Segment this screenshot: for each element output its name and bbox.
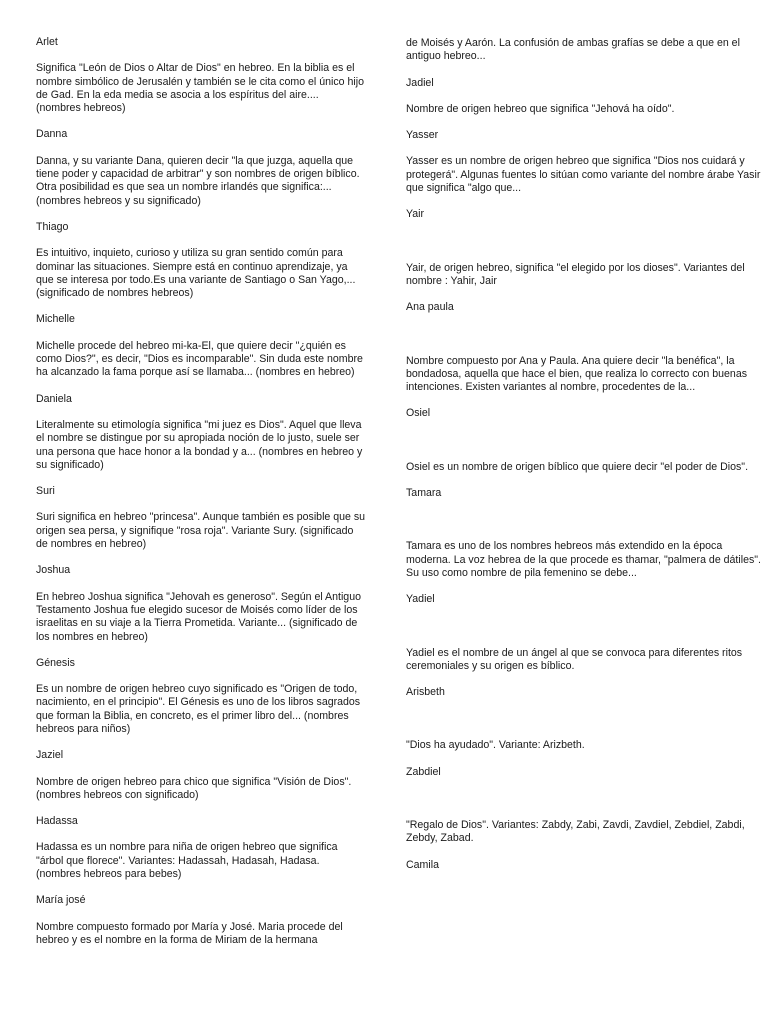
name-entry bbox=[36, 128, 366, 207]
entry-description: Yair, de origen hebreo, significa "el elegido por los dioses". Variantes del nombre : Yahir, Jair bbox=[406, 261, 745, 287]
entry-description: Suri significa en hebreo "princesa". Aunque también es posible que su origen sea persa, y signifique "rosa roja". Variante Sury. (significado de nombres en hebreo) bbox=[36, 511, 366, 551]
entry-name: Jadiel bbox=[406, 76, 434, 89]
entry-name: Thiago bbox=[36, 220, 69, 233]
entry-description: En hebreo Joshua significa "Jehovah es generoso". Según el Antiguo Testamento Joshua fue elegido sucesor de Moisés como líder de los israelitas en su viaje a la Tierra Prometida. Variante... (significado de los nombres en hebreo) bbox=[36, 590, 361, 643]
name-entry bbox=[36, 657, 366, 736]
entry-description: Nombre de origen hebreo que significa "Jehová ha oído". bbox=[406, 102, 675, 115]
name-entry bbox=[36, 221, 366, 300]
entry-description: Hadassa es un nombre para niña de origen hebreo que significa "árbol que florece". Variantes: Hadassah, Hadasah, Hadasa. (nombres hebreos para bebes) bbox=[36, 841, 338, 881]
entry-name: Yadiel bbox=[406, 593, 435, 606]
entry-name: Tamara bbox=[406, 487, 442, 500]
entry-description: Es un nombre de origen hebreo cuyo significado es "Origen de todo, nacimiento, en el principio". El Génesis es uno de los libros sagrados que forman la Biblia, en concreto, es el primer libro del... (nombres hebreos para niños) bbox=[36, 683, 361, 735]
entry-description: Danna, y su variante Dana, quieren decir "la que juzga, aquella que tiene poder y capacidad de arbitrar" y son nombres de origen bíblico. Otra posibilidad es que sea un nombre irlandés que significa:... (nombres hebreos y su significado) bbox=[36, 154, 360, 207]
name-entry bbox=[406, 766, 764, 846]
name-entry bbox=[36, 894, 366, 947]
name-entry bbox=[406, 487, 764, 580]
entry-name: Génesis bbox=[36, 656, 75, 669]
entry-description: Nombre de origen hebreo para chico que significa "Visión de Dios". (nombres hebreos con significado) bbox=[36, 775, 352, 801]
entry-name: Osiel bbox=[406, 407, 431, 420]
name-entry bbox=[36, 393, 366, 472]
name-entry bbox=[406, 407, 764, 474]
entry-name: Yair bbox=[406, 208, 425, 221]
entry-name: Hadassa bbox=[36, 815, 78, 828]
name-entry bbox=[406, 208, 764, 288]
entry-name: Daniela bbox=[36, 392, 72, 405]
name-entry bbox=[36, 815, 366, 881]
entry-description: Tamara es uno de los nombres hebreos más extendido en la época moderna. La voz hebrea de la que procede es thamar, "palmera de dátiles". Su uso como nombre de pila femenino se debe... bbox=[406, 540, 761, 579]
entry-description: "Regalo de Dios". Variantes: Zabdy, Zabi, Zavdi, Zavdiel, Zebdiel, Zabdi, Zebdy, Zabad. bbox=[406, 819, 745, 845]
name-entry bbox=[406, 301, 764, 394]
entry-name: Arlet bbox=[36, 36, 58, 48]
name-entry bbox=[406, 593, 764, 673]
entry-name: Arisbeth bbox=[406, 686, 445, 699]
entry-description: "Dios ha ayudado". Variante: Arizbeth. bbox=[406, 739, 585, 752]
entry-name: Ana paula bbox=[406, 301, 454, 314]
entry-description: Literalmente su etimología significa "mi juez es Dios". Aquel que lleva el nombre se distingue por su apropiada noción de lo justo, suele ser una persona que hace honor a la bondad y a... (nombres en hebreo y su significado) bbox=[36, 418, 363, 471]
entry-description: Significa "León de Dios o Altar de Dios" en hebreo. En la biblia es el nombre simbólico de Jerusalén y también se le cita como el único hijo de Gad. En la eda media se asocia a los espíritus del aire.... (nombres hebreos) bbox=[36, 62, 364, 115]
name-entry bbox=[406, 686, 764, 753]
right-column bbox=[406, 0, 764, 885]
continued-description: de Moisés y Aarón. La confusión de ambas grafías se debe a que en el antiguo hebreo... bbox=[406, 37, 740, 63]
entry-name: María josé bbox=[36, 894, 86, 907]
name-entry bbox=[36, 564, 366, 643]
entry-name: Suri bbox=[36, 485, 55, 498]
entry-description: Nombre compuesto formado por María y José. Maria procede del hebreo y es el nombre en la forma de Miriam de la hermana bbox=[36, 920, 343, 946]
name-entry bbox=[36, 749, 366, 802]
name-entry bbox=[36, 485, 366, 551]
name-entry bbox=[406, 77, 764, 117]
entry-description: Yadiel es el nombre de un ángel al que se convoca para diferentes ritos ceremoniales y su origen es bíblico. bbox=[406, 646, 743, 672]
name-entry bbox=[406, 859, 764, 872]
name-entry bbox=[36, 313, 366, 379]
entry-description: Osiel es un nombre de origen bíblico que quiere decir "el poder de Dios". bbox=[406, 460, 749, 473]
entry-name: Camila bbox=[406, 858, 439, 871]
name-entry bbox=[406, 129, 764, 195]
name-entry bbox=[36, 36, 366, 115]
entry-description: Es intuitivo, inquieto, curioso y utiliza su gran sentido común para dominar las situaciones. Siempre está en continuo aprendizaje, ya que se interesa por todo.Es una variante de Santiago o San Yago,... (significado de nombres hebreos) bbox=[36, 247, 356, 300]
entry-name: Danna bbox=[36, 128, 68, 141]
entry-name: Michelle bbox=[36, 313, 75, 326]
entry-name: Yasser bbox=[406, 129, 439, 142]
left-column bbox=[36, 0, 366, 960]
entry-description: Yasser es un nombre de origen hebreo que significa "Dios nos cuidará y protegerá". Algunas fuentes lo sitúan como variante del nombre árabe Yasir que significa "algo que... bbox=[406, 155, 761, 195]
entry-name: Zabdiel bbox=[406, 765, 441, 778]
entry-description: Nombre compuesto por Ana y Paula. Ana quiere decir "la benéfica", la bondadosa, aquella que hace el bien, que realiza lo correcto con buenas intenciones. Existen variantes al nombre, procedentes de la... bbox=[406, 354, 748, 394]
entry-name: Joshua bbox=[36, 564, 71, 577]
entry-name: Jaziel bbox=[36, 749, 64, 762]
entry-description: Michelle procede del hebreo mi-ka-El, que quiere decir "¿quién es como Dios?", es decir, "Dios es incomparable". Sin duda este nombre ha alcanzado la fama porque así se llamaba... (nombres en hebreo) bbox=[36, 339, 363, 379]
